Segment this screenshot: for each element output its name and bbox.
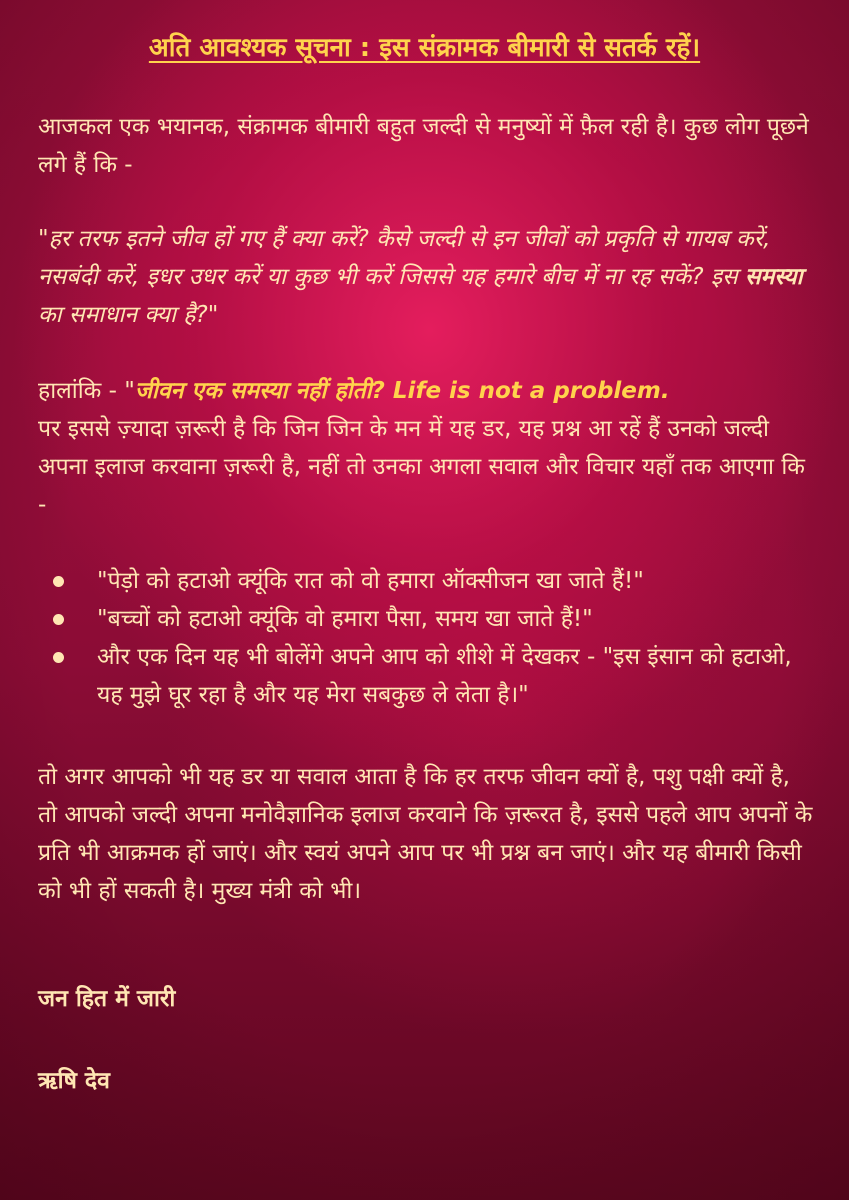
bullet-text: और एक दिन यह भी बोलेंगे अपने आप को शीशे में देखकर - "इस इंसान को हटाओ, यह मुझे घूर रहा है और यह मेरा सबकुछ ले लेता है।" (97, 644, 792, 708)
public-interest-line: जन हित में जारी (38, 986, 176, 1012)
notice-title-text: अति आवश्यक सूचना : इस संक्रामक बीमारी से सतर्क रहें। (148, 33, 701, 63)
however-lead: हालांकि - " (38, 378, 135, 404)
quote-paragraph (38, 220, 813, 334)
conclusion-paragraph: तो अगर आपको भी यह डर या सवाल आता है कि हर तरफ जीवन क्यों है, पशु पक्षी क्यों है, तो आपको जल्दी अपना मनोवैज्ञानिक इलाज करवाने कि ज़रूरत है, इससे पहले आप अपनों के प्रति भी आक्रमक हों जाएं। और स्वयं अपने आप पर भी प्रश्न बन जाएं। और यह बीमारी किसी को भी हों सकती है। मुख्य मंत्री को भी। (38, 764, 813, 904)
bullet-item-children (0, 600, 817, 638)
bullet-text: "बच्चों को हटाओ क्यूंकि वो हमारा पैसा, समय खा जाते हैं!" (97, 606, 593, 632)
author-name: ऋषि देव (38, 1068, 110, 1094)
notice-title (0, 28, 849, 64)
bullet-dot-icon (53, 652, 64, 663)
bullet-item-trees (0, 562, 817, 600)
bullet-dot-icon (53, 614, 64, 625)
intro-paragraph: आजकल एक भयानक, संक्रामक बीमारी बहुत जल्दी से मनुष्यों में फ़ैल रही है। कुछ लोग पूछने लगे हैं कि - (38, 114, 809, 178)
quote-text-part1: "हर तरफ इतने जीव हों गए हैं क्या करें? कैसे जल्दी से इन जीवों को प्रकृति से गायब करें, नसबंदी करें, इधर उधर करें या कुछ भी करें जिससे यह हमारे बीच में ना रह सकें? इस (38, 226, 771, 290)
bullet-text: "पेड़ो को हटाओ क्यूंकि रात को वो हमारा ऑक्सीजन खा जाते हैं!" (97, 568, 644, 594)
quote-bold-word: समस्या (745, 264, 803, 290)
life-not-problem-emphasis: जीवन एक समस्या नहीं होती? Life is not a problem. (134, 378, 670, 404)
however-rest: पर इससे ज़्यादा ज़रूरी है कि जिन जिन के मन में यह डर, यह प्रश्न आ रहें हैं उनको जल्दी अपना इलाज करवाना ज़रूरी है, नहीं तो उनका अगला सवाल और विचार यहाँ तक आएगा कि - (38, 416, 805, 518)
however-paragraph (38, 372, 813, 524)
bullet-dot-icon (53, 576, 64, 587)
bullet-item-mirror (0, 638, 817, 714)
quote-text-part2: का समाधान क्या है?" (38, 302, 219, 328)
bullet-list (0, 562, 849, 714)
